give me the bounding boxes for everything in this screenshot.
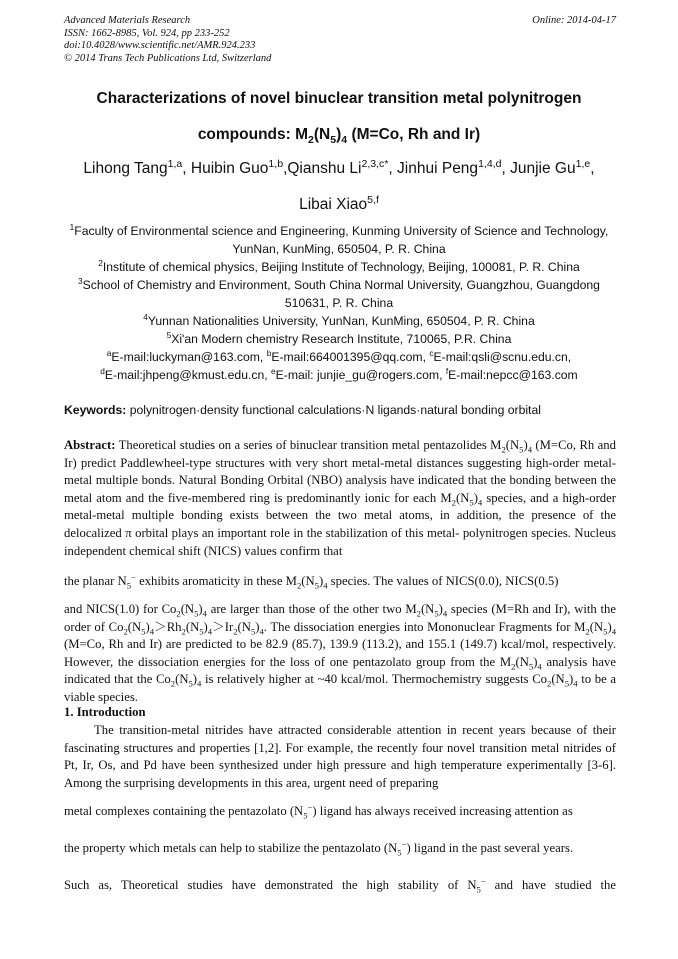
email[interactable]: E-mail:qsli@scnu.edu.cn, — [433, 350, 572, 364]
keywords — [64, 403, 624, 417]
email[interactable]: E-mail:664001395@qq.com, — [271, 350, 430, 364]
email[interactable]: E-mail:jhpeng@kmust.edu.cn, — [104, 368, 272, 382]
keywords-text: polynitrogen·density functional calculations·N ligands·natural bonding orbital — [126, 403, 541, 417]
author: Jinhui Peng — [397, 160, 479, 177]
author: Lihong Tang — [83, 160, 168, 177]
author: Qianshu Li — [287, 160, 362, 177]
paper-title-line1: Characterizations of novel binuclear transition metal polynitrogen — [96, 90, 582, 107]
journal-header — [64, 15, 271, 65]
affiliation-3: $^3$School of Chemistry and Environment, South China Normal University, Guangzhou, Guangdong — [78, 275, 600, 292]
abstract-n5-line: the planar $N_5^-$ exhibits aromaticity in these $M_2(N_5)_4$ species. The values of NICS(0.0), NICS(0.5) — [64, 571, 559, 591]
journal-name: Advanced Materials Research — [64, 15, 191, 26]
affiliation-2: $^2$Institute of chemical physics, Beijing Institute of Technology, Beijing, 100081, P. R. China — [98, 257, 580, 274]
author: Junjie Gu — [510, 160, 576, 177]
intro-para1: The transition-metal nitrides have attracted considerable attention in recent years because of their fascinating structures and properties [1,2]. For example, the recently four novel transition metal nitrides of Pt, Ir, Os, and Pd have been synthesized under high pressure and high temperature experimentally [3-6]. Among the surprising developments in this area, urgent need of preparing — [64, 723, 616, 790]
email[interactable]: E-mail: junjie_gu@rogers.com, — [275, 368, 446, 382]
abstract — [64, 437, 616, 560]
author: Libai Xiao — [299, 196, 368, 213]
abstract-para2: and NICS(1.0) for $Co_2(N_5)_4$ are larger than those of the other two $M_2(N_5)_4$ species (M=Rh and Ir), with the order of $Co_2(N_5)_4>Rh_2(N_5)_4>Ir_2(N_5)_4$. The dissociation energies into Mononuclear Fragments for $M_2(N_5)_4$ (M=Co, Rh and Ir) are predicted to be 82.9 (85.7), 139.9 (113.2), and 155.1 (149.7) kcal/mol, respectively. However, the dissociation energies for the loss of one pentazolato group from the $M_2(N_5)_4$ analysis have indicated that the $Co_2(N_5)_4$ is relatively higher at ~40 kcal/mol. Thermochemistry suggests $Co_2(N_5)_4$ to be a viable species. — [64, 602, 617, 704]
author-list-line2: Libai Xiao$^{5,f}$ — [299, 193, 379, 213]
affiliations — [0, 222, 678, 384]
affiliation-5: $^5$Xi'an Modern chemistry Research Institute, 710065, P.R. China — [166, 329, 512, 346]
email-line1: $^a$E-mail:luckyman@163.com, $^b$E-mail:664001395@qq.com, $^c$E-mail:qsli@scnu.edu.cn, — [106, 347, 572, 364]
abstract-label: Abstract: — [64, 438, 116, 452]
copyright: © 2014 Trans Tech Publications Ltd, Switzerland — [64, 52, 272, 64]
paper-title-line2: compounds: $M_2(N_5)_4$ (M=Co, Rh and Ir) — [197, 126, 481, 147]
keywords-label: Keywords: — [64, 403, 127, 417]
doi: doi:10.4028/www.scientific.net/AMR.924.233 — [64, 40, 256, 52]
intro-line2: metal complexes containing the pentazolato $(N_5^-)$ ligand has always received increasing attention as — [64, 801, 573, 821]
affiliation-4: $^4$Yunnan Nationalities University, YunNan, KunMing, 650504, P. R. China — [143, 311, 535, 328]
affiliation-1-line2: YunNan, KunMing, 650504, P. R. China — [232, 242, 446, 256]
author-list: Lihong Tang$^{1,a}$, Huibin Guo$^{1,b}$,Qianshu $Li^{2,3,c*}$, Jinhui Peng$^{1,4,d}$, Junjie Gu$^{1,e}$, — [83, 157, 595, 177]
abstract-para1: Abstract: Theoretical studies on a series of binuclear transition metal pentazolides $M_2(N_5)_4$ (M=Co, Rh and Ir) predict Paddlewheel-type structures with very short metal-metal distances suggesting high-order metal-metal multiple bonds. Natural Bonding Orbital (NBO) analysis have indicated that the bonding between the metal atom and the five-membered ring is predominantly ionic for each $M_2(N_5)_4$ species, and a high-order metal-metal multiple bonding exists between the two metal atoms, in addition, the presence of the delocalized π orbital plays an important role in the stabilization of this metal- polynitrogen species. Nucleus independent chemical shift (NICS) values confirm that — [64, 438, 616, 558]
intro-line3: the property which metals can help to stabilize the pentazolato $(N_5^-)$ ligand in the past several years. — [64, 838, 574, 858]
email[interactable]: E-mail:luckyman@163.com, — [111, 350, 267, 364]
issn: ISSN: 1662-8985, Vol. 924, pp 233-252 — [64, 27, 230, 39]
section-heading-introduction: 1. Introduction — [64, 705, 146, 719]
email-line2: $^d$E-mail:jhpeng@kmust.edu.cn, $^e$E-mail: junjie_gu@rogers.com, $^f$E-mail:nepcc@163.com — [100, 365, 578, 382]
email[interactable]: E-mail:nepcc@163.com — [448, 368, 578, 382]
affiliation-3-line2: 510631, P. R. China — [284, 296, 394, 310]
online-date: Online: 2014-04-17 — [532, 15, 616, 26]
author: Huibin Guo — [190, 160, 269, 177]
intro-line4: Such as, Theoretical studies have demonstrated the high stability of $N_5^-$ and have studied the — [64, 875, 616, 895]
affiliation-1: $^1$Faculty of Environmental science and Engineering, Kunming University of Science and Technology, — [69, 221, 609, 238]
